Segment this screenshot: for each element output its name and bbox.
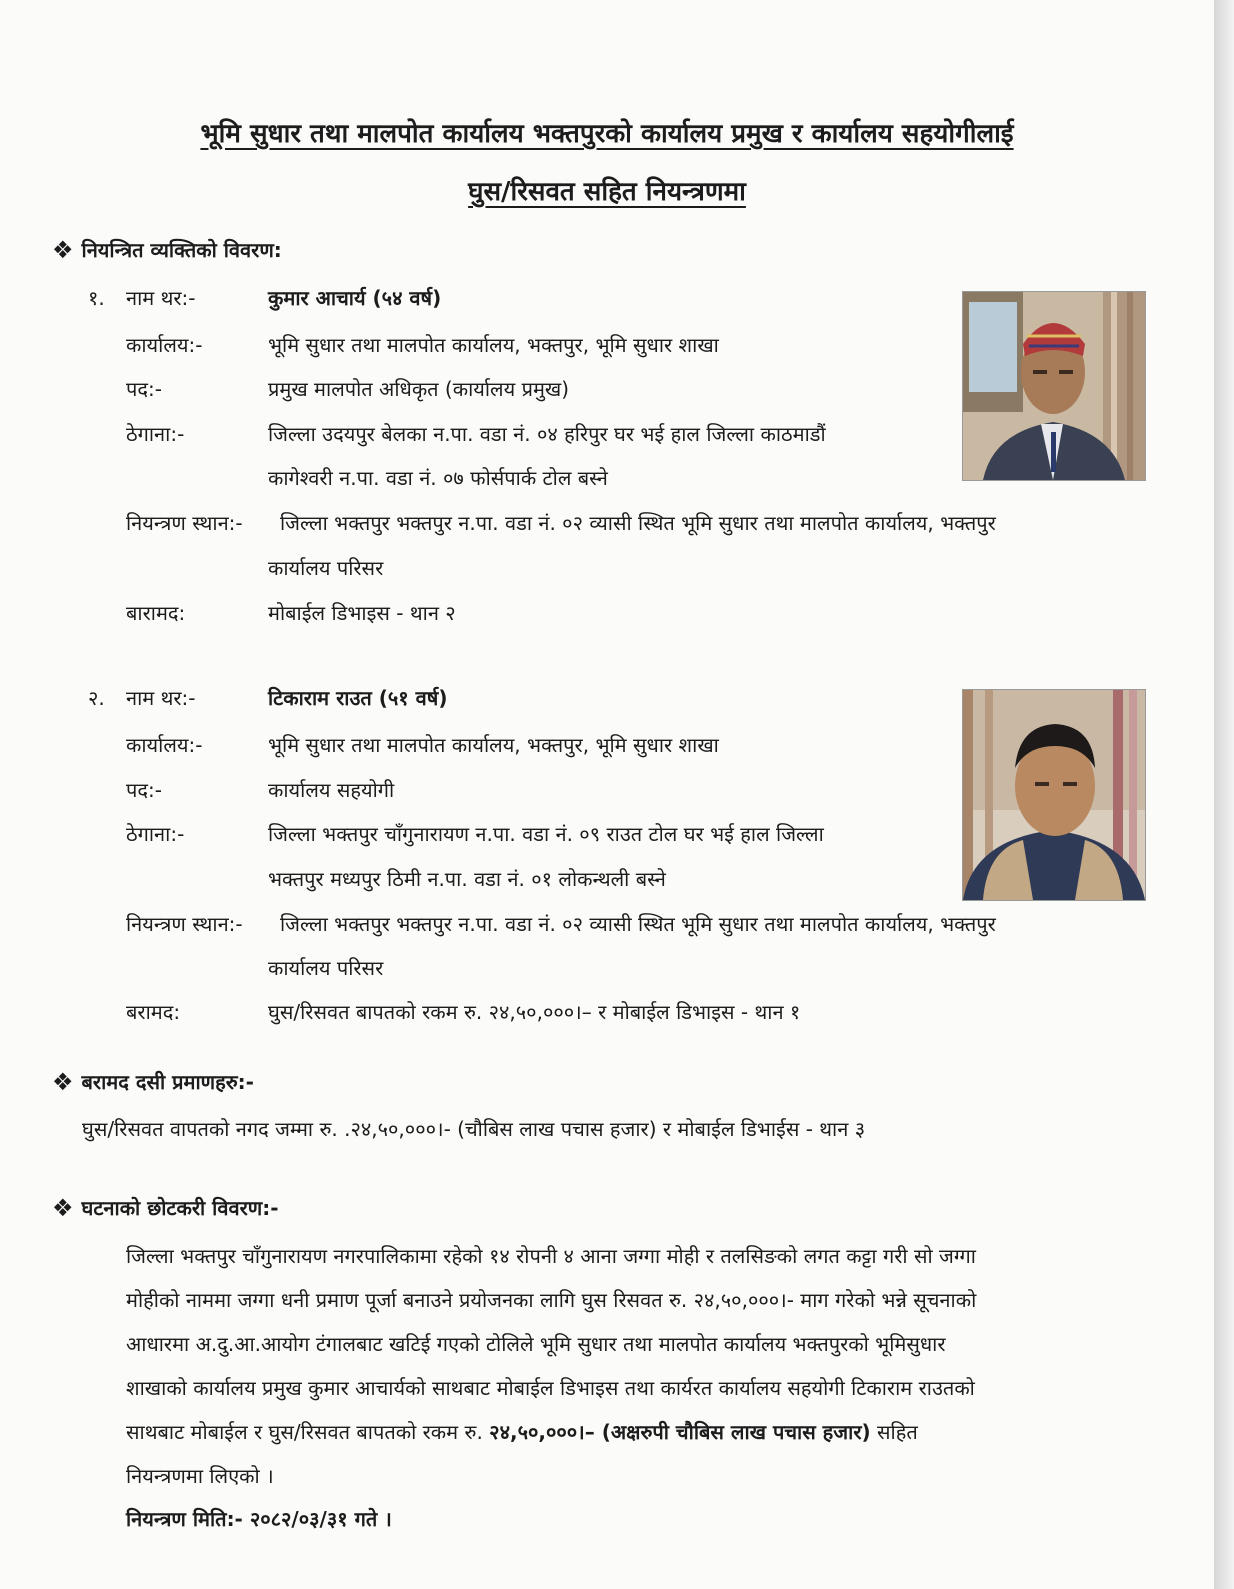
document-title-line-1: भूमि सुधार तथा मालपोत कार्यालय भक्तपुरको कार्यालय प्रमुख र कार्यालय सहयोगीलाई [200,119,1014,149]
person-2-photo [962,689,1146,901]
section-heading-text: घटनाको छोटकरी विवरण:- [81,1196,279,1220]
summary-amount-in-words: २४,५०,०००।– (अक्षरुपी चौबिस लाख पचास हजार) [489,1420,871,1444]
person-1-number: १. [88,286,105,310]
person-1-post-label: पद:- [126,377,162,401]
summary-line-1: जिल्ला भक्तपुर चाँगुनारायण नगरपालिकामा रहेको १४ रोपनी ४ आना जग्गा मोही र तलसिङको लगत कट्टा गरी सो जग्गा [126,1244,976,1268]
person-1-place-label: नियन्त्रण स्थान:- [126,511,243,535]
evidence-text: घुस/रिसवत वापतको नगद जम्मा रु. .२४,५०,०००।- (चौबिस लाख पचास हजार) र मोबाईल डिभाईस - थान ३ [82,1117,866,1141]
section-detained-persons-heading [52,236,282,263]
document-title-line-2: घुस/रिसवत सहित नियन्त्रणमा [468,177,746,207]
person-1-office: भूमि सुधार तथा मालपोत कार्यालय, भक्तपुर, भूमि सुधार शाखा [268,333,719,357]
four-diamond-bullet-icon: ❖ [52,1193,74,1222]
person-2-office: भूमि सुधार तथा मालपोत कार्यालय, भक्तपुर, भूमि सुधार शाखा [268,733,719,757]
person-2-address-line-1: जिल्ला भक्तपुर चाँगुनारायण न.पा. वडा नं. ०९ राउत टोल घर भई हाल जिल्ला [268,822,824,846]
person-2-address-line-2: भक्तपुर मध्यपुर ठिमी न.पा. वडा नं. ०१ लोकन्थली बस्ने [268,867,666,891]
four-diamond-bullet-icon: ❖ [52,235,74,264]
person-1-recovered-label: बारामद: [126,601,186,625]
person-1-office-label: कार्यालय:- [126,333,203,357]
summary-line-3: आधारमा अ.दु.आ.आयोग टंगालबाट खटिई गएको टोलिले भूमि सुधार तथा मालपोत कार्यालय भक्तपुरको भूमिसुधार [126,1332,946,1356]
person-1-address-label: ठेगाना:- [126,422,185,446]
person-1-photo [962,291,1146,481]
person-2-place-line-1: जिल्ला भक्तपुर भक्तपुर न.पा. वडा नं. ०२ व्यासी स्थित भूमि सुधार तथा मालपोत कार्यालय, भक्तपुर [280,912,996,936]
summary-line-5-start: साथबाट मोबाईल र घुस/रिसवत बापतको रकम रु. [126,1420,490,1444]
section-heading-text: नियन्त्रित व्यक्तिको विवरण: [81,238,282,262]
person-2-office-label: कार्यालय:- [126,733,203,757]
summary-line-5 [126,1418,918,1446]
person-1-recovered: मोबाईल डिभाइस - थान २ [268,601,456,625]
person-2-address-label: ठेगाना:- [126,822,185,846]
person-1-address-line-2: कागेश्वरी न.पा. वडा नं. ०७ फोर्सपार्क टोल बस्ने [268,466,608,490]
page-edge [1214,0,1234,1589]
person-2-name-label: नाम थर:- [126,686,196,710]
person-1-name-label: नाम थर:- [126,286,196,310]
summary-line-6: नियन्त्रणमा लिएको । [126,1464,274,1488]
person-2-name: टिकाराम राउत (५१ वर्ष) [268,686,448,710]
person-2-post-label: पद:- [126,778,162,802]
person-2-recovered-label: बरामद: [126,1000,181,1024]
person-1-name: कुमार आचार्य (५४ वर्ष) [268,286,442,310]
summary-line-5-end: सहित [870,1420,918,1444]
person-1-post: प्रमुख मालपोत अधिकृत (कार्यालय प्रमुख) [268,377,570,401]
section-incident-summary-heading [52,1194,279,1221]
person-1-place-line-1: जिल्ला भक्तपुर भक्तपुर न.पा. वडा नं. ०२ व्यासी स्थित भूमि सुधार तथा मालपोत कार्यालय, भक्तपुर [280,511,996,535]
four-diamond-bullet-icon: ❖ [52,1067,74,1096]
summary-line-2: मोहीको नाममा जग्गा धनी प्रमाण पूर्जा बनाउने प्रयोजनका लागि घुस रिसवत रु. २४,५०,०००।- माग गरेको भन्ने सूचनाको [126,1288,977,1312]
section-evidence-heading [52,1068,254,1095]
summary-line-4: शाखाको कार्यालय प्रमुख कुमार आचार्यको साथबाट मोबाईल डिभाइस तथा कार्यरत कार्यालय सहयोगी टिकाराम राउतको [126,1376,975,1400]
person-2-place-line-2: कार्यालय परिसर [268,956,384,980]
person-1-address-line-1: जिल्ला उदयपुर बेलका न.पा. वडा नं. ०४ हरिपुर घर भई हाल जिल्ला काठमाडौं [268,422,826,446]
person-2-number: २. [88,686,105,710]
section-heading-text: बरामद दसी प्रमाणहरु:- [81,1070,254,1094]
person-1-place-line-2: कार्यालय परिसर [268,556,384,580]
person-2-place-label: नियन्त्रण स्थान:- [126,912,243,936]
person-2-post: कार्यालय सहयोगी [268,778,395,802]
detention-date: नियन्त्रण मिति:- २०८२/०३/३१ गते । [126,1507,392,1531]
person-2-recovered: घुस/रिसवत बापतको रकम रु. २४,५०,०००।– र मोबाईल डिभाइस - थान १ [268,1000,801,1024]
